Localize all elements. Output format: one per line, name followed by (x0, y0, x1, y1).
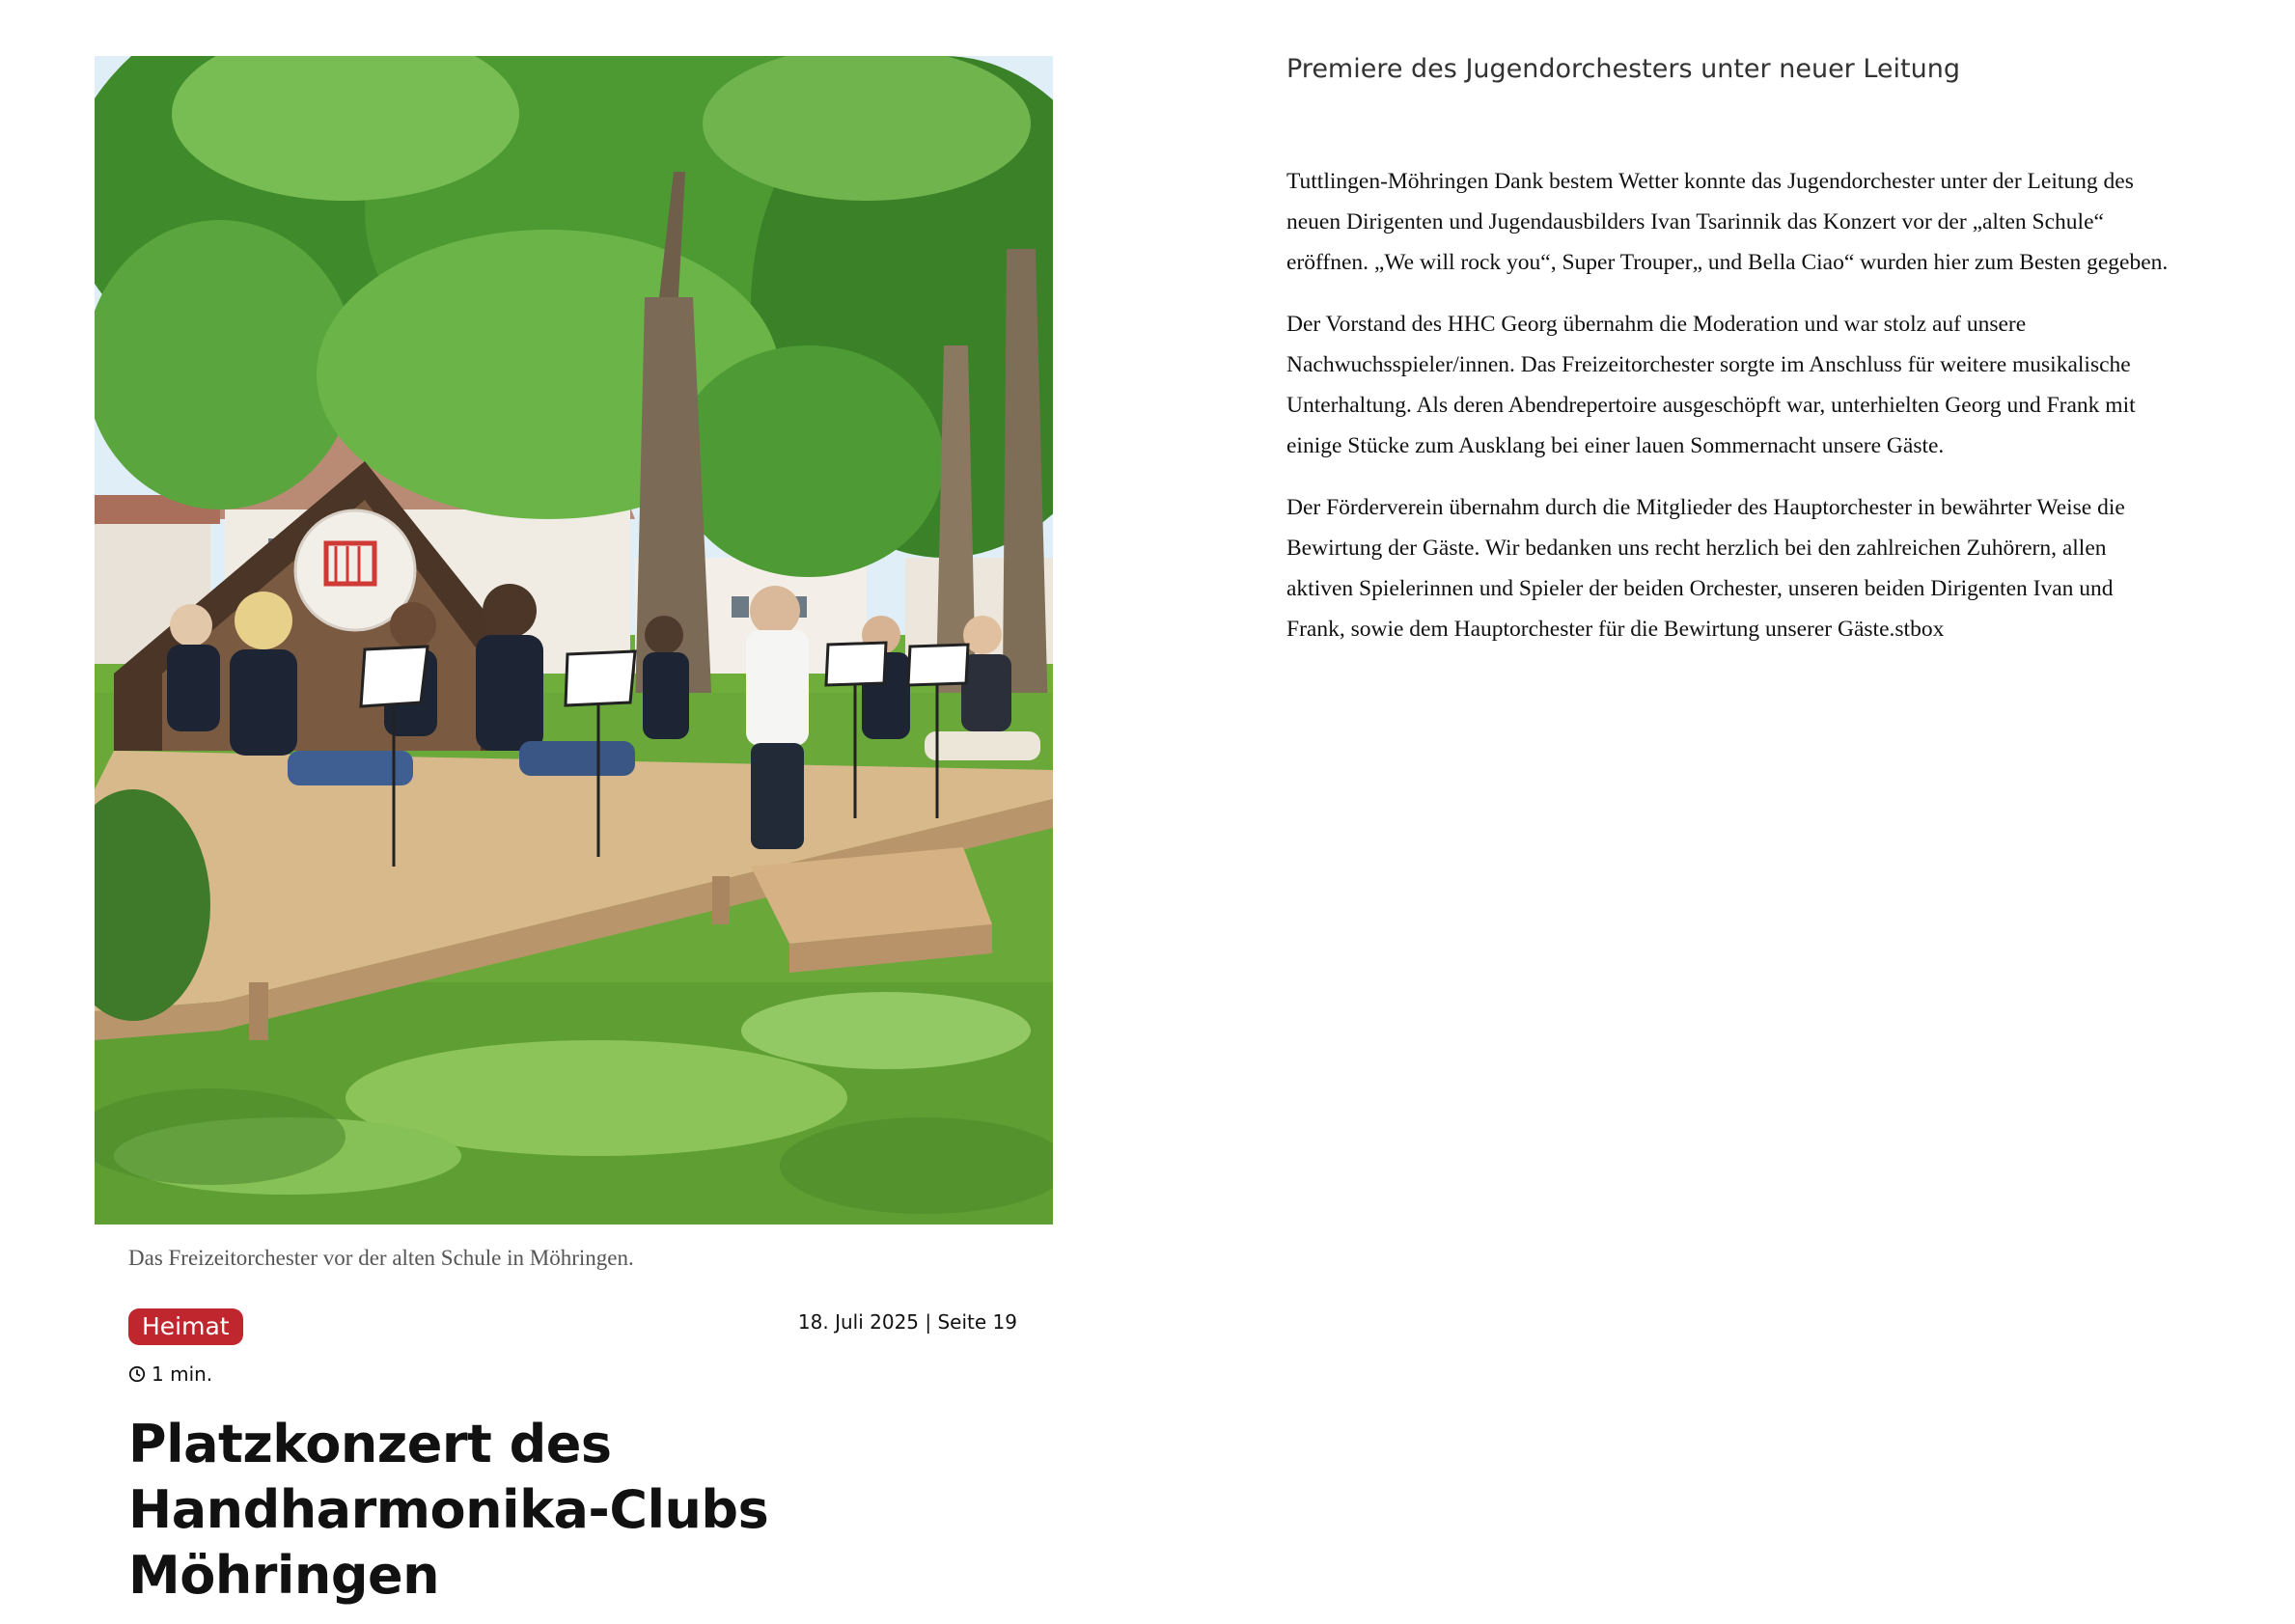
date-and-page: 18. Juli 2025 | Seite 19 (797, 1310, 1017, 1334)
photo-caption: Das Freizeitorchester vor der alten Schule in Möhringen. (128, 1246, 634, 1270)
article-body (1286, 161, 2170, 671)
body-paragraph: Der Vorstand des HHC Georg übernahm die Moderation und war stolz auf unsere Nachwuchsspieler/innen. Das Freizeitorchester sorgte im Anschluss für weitere musikalische Unterhaltung. Als deren Abendrepertoire ausgeschöpft war, unterhielten Georg und Frank mit einige Stücke zum Ausklang bei einer lauen Sommernacht unsere Gäste. (1286, 312, 2136, 458)
article-headline: Platzkonzert des Handharmonika-Clubs Möhringen (128, 1414, 769, 1606)
category-badge[interactable]: Heimat (128, 1308, 243, 1345)
orchestra-photo-illustration (95, 56, 1053, 1225)
body-paragraph: Der Förderverein übernahm durch die Mitglieder des Hauptorchester in bewährter Weise die Bewirtung der Gäste. Wir bedanken uns recht herzlich bei den zahlreichen Zuhörern, allen aktiven Spielerinnen und Spieler der beiden Orchester, unseren beiden Dirigenten Ivan und Frank, sowie dem Hauptorchester für die Bewirtung unserer Gäste.stbox (1286, 495, 2125, 642)
read-time-label: 1 min. (152, 1363, 213, 1386)
article-photo (95, 56, 1053, 1225)
body-paragraph: Tuttlingen-Möhringen Dank bestem Wetter konnte das Jugendorchester unter der Leitung des neuen Dirigenten und Jugendausbilders Ivan Tsarinnik das Konzert vor der „alten Schule“ eröffnen. „We will rock you“, Super Trouper„ und Bella Ciao“ wurden hier zum Besten gegeben. (1286, 169, 2169, 275)
clock-icon (128, 1365, 146, 1383)
read-time (128, 1363, 212, 1386)
article-subtitle: Premiere des Jugendorchesters unter neuer Leitung (1286, 54, 1960, 84)
